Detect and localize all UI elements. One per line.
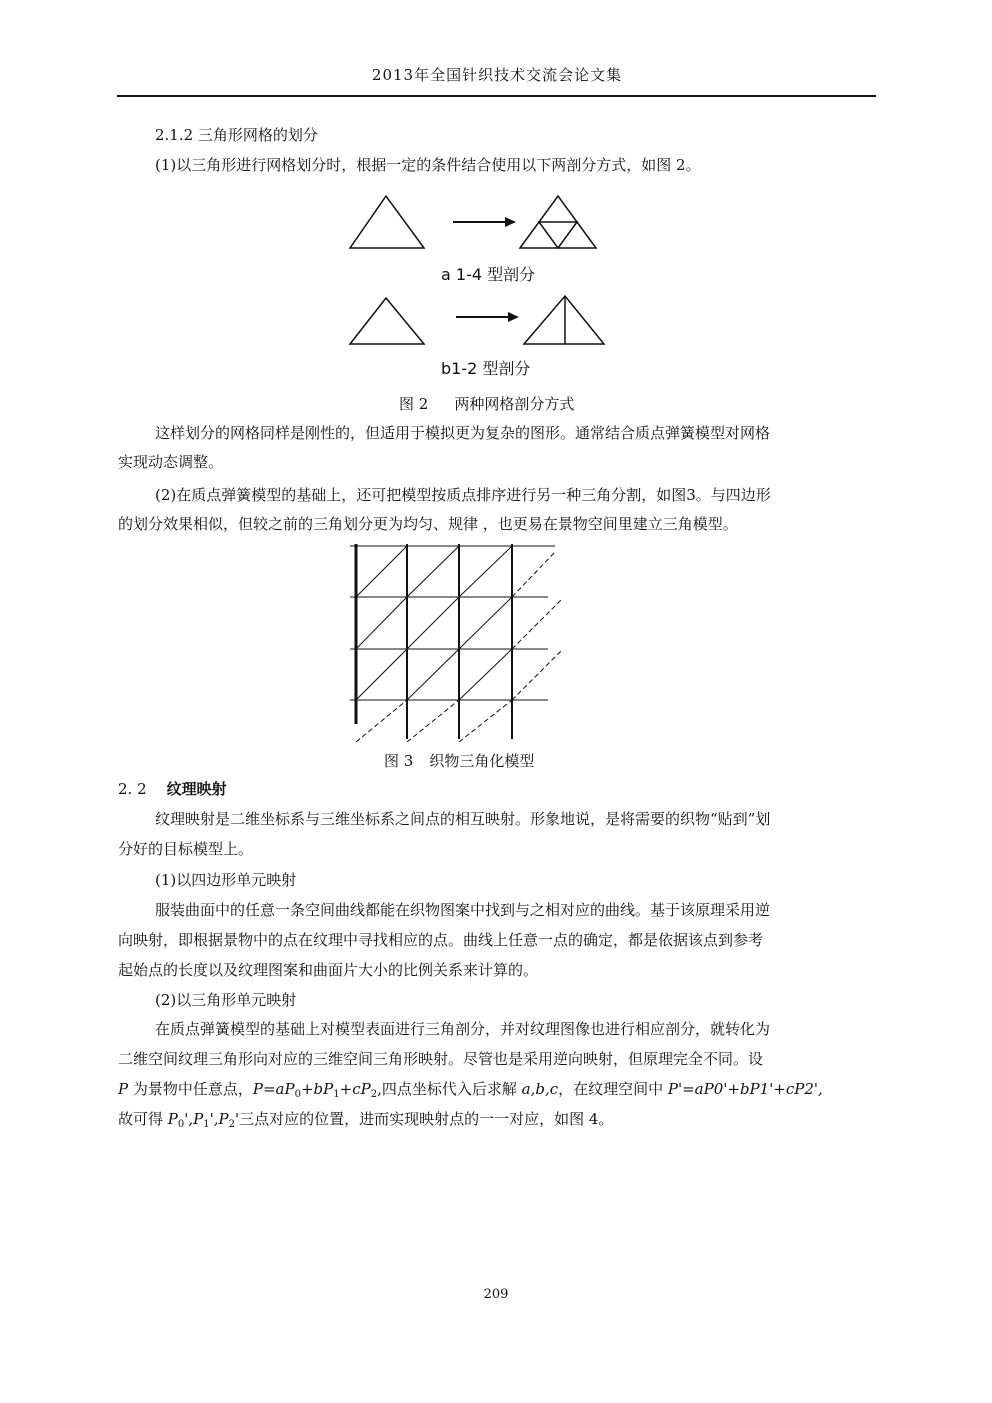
- triangle-b-original: [350, 298, 424, 344]
- math-var: aP: [275, 1080, 295, 1098]
- math-var: ',P: [184, 1110, 204, 1128]
- grid-diagonal: [459, 546, 512, 597]
- subheading: (1)以四边形单元映射: [155, 871, 297, 889]
- text-run: '三点对应的位置，进而实现映射点的一一对应，如图 4。: [234, 1110, 614, 1128]
- grid-diagonal: [356, 597, 407, 649]
- math-var: P: [118, 1080, 129, 1098]
- subheading: (2)以三角形单元映射: [155, 991, 297, 1009]
- paragraph-line-math: [118, 1108, 613, 1136]
- paragraph-line-math: [118, 1078, 823, 1106]
- paragraph-line: 这样划分的网格同样是刚性的，但适用于模拟更为复杂的图形。通常结合质点弹簧模型对网格: [155, 424, 771, 442]
- paragraph-line: 分好的目标模型上。: [118, 840, 254, 858]
- figure-2b-label: b1-2 型剖分: [441, 359, 531, 378]
- paragraph-line: (2)在质点弹簧模型的基础上，还可把模型按质点排序进行另一种三角分割，如图3。与四边形: [155, 486, 771, 504]
- triangle-a-inner: [539, 222, 577, 248]
- math-op: +: [339, 1080, 353, 1098]
- math-var: P: [252, 1080, 263, 1098]
- figure-3-triangulated-grid: [350, 544, 565, 742]
- section-heading-2-1-2: 2.1.2 三角形网格的划分: [155, 126, 318, 144]
- grid-diagonal: [356, 649, 407, 700]
- figure-2-caption-text: 两种网格剖分方式: [454, 395, 575, 413]
- math-var: cP: [352, 1080, 371, 1098]
- grid-dashed-diagonal: [356, 700, 407, 742]
- grid-dashed-diagonal: [459, 700, 512, 742]
- paragraph-line: (1)以三角形进行网格划分时，根据一定的条件结合使用以下两剖分方式，如图 2。: [155, 156, 701, 174]
- triangle-a-original: [350, 196, 424, 248]
- paragraph-line: 起始点的长度以及纹理图案和曲面片大小的比例关系来计算的。: [118, 961, 539, 979]
- paragraph-line: 二维空间纹理三角形向对应的三维空间三角形映射。尽管也是采用逆向映射，但原理完全不同。设: [118, 1050, 764, 1068]
- grid-dashed-diagonal: [512, 552, 555, 597]
- grid-diagonal: [459, 597, 512, 649]
- grid-diagonal: [407, 649, 459, 700]
- math-op: +: [300, 1080, 314, 1098]
- math-sub: 2: [370, 1089, 378, 1100]
- text-run: ,四点坐标代入后求解: [377, 1080, 522, 1098]
- math-var: bP: [313, 1080, 334, 1098]
- paragraph-line: 在质点弹簧模型的基础上对模型表面进行三角剖分，并对纹理图像也进行相应剖分，就转化为: [155, 1020, 771, 1038]
- text-run: 为景物中任意点，: [128, 1080, 253, 1098]
- text-run: 故可得: [118, 1110, 168, 1128]
- math-sub: 1: [333, 1089, 340, 1100]
- section-number: 2. 2: [118, 780, 147, 798]
- arrow-b-head: [508, 312, 519, 322]
- figure-2-caption: [399, 393, 574, 414]
- figure-3-caption-number: 图 3: [384, 752, 414, 770]
- running-header: 2013年全国针织技术交流会论文集: [371, 66, 623, 84]
- grid-diagonal: [407, 546, 459, 597]
- section-heading-2-2: [118, 778, 227, 800]
- grid-dashed-diagonal: [512, 650, 562, 700]
- paragraph-line: 向映射，即根据景物中的点在纹理中寻找相应的点。曲线上任意一点的确定，都是依据该点到参考: [118, 931, 764, 949]
- page-number: 209: [483, 1287, 509, 1302]
- math-sub: 0: [177, 1119, 185, 1130]
- paragraph-line: 的划分效果相似，但较之前的三角划分更为均匀、规律 ，也更易在景物空间里建立三角模型。: [118, 515, 738, 533]
- grid-diagonal: [459, 649, 512, 700]
- paragraph-line: 实现动态调整。: [118, 453, 224, 471]
- text-run: ，在纹理空间中: [558, 1080, 668, 1098]
- figure-2-caption-number: 图 2: [399, 395, 429, 413]
- math-equation: P'=aP0'+bP1'+cP2',: [667, 1080, 823, 1098]
- math-sub: 0: [294, 1089, 301, 1100]
- grid-dashed-diagonal: [407, 700, 459, 742]
- section-title: 纹理映射: [166, 780, 227, 798]
- grid-diagonal: [356, 546, 407, 597]
- math-var: a,b,c: [521, 1080, 559, 1098]
- paragraph-line: 服装曲面中的任意一条空间曲线都能在织物图案中找到与之相对应的曲线。基于该原理采用逆: [155, 901, 771, 919]
- math-var: P: [167, 1110, 178, 1128]
- math-op: =: [262, 1080, 276, 1098]
- grid-dashed-diagonal: [512, 599, 562, 649]
- paragraph-line: 纹理映射是二维坐标系与三维坐标系之间点的相互映射。形象地说，是将需要的织物“贴到”划: [155, 810, 771, 828]
- math-sub: 1: [203, 1119, 210, 1130]
- figure-3-caption: [384, 750, 534, 771]
- arrow-a-head: [505, 217, 516, 227]
- header-rule: [117, 95, 876, 97]
- math-var: ',P: [209, 1110, 229, 1128]
- figure-3-caption-text: 织物三角化模型: [429, 752, 535, 770]
- math-sub: 2: [228, 1119, 235, 1130]
- grid-diagonal: [407, 597, 459, 649]
- triangle-b-divided: [524, 296, 604, 344]
- figure-2a-label: a 1-4 型剖分: [441, 265, 536, 284]
